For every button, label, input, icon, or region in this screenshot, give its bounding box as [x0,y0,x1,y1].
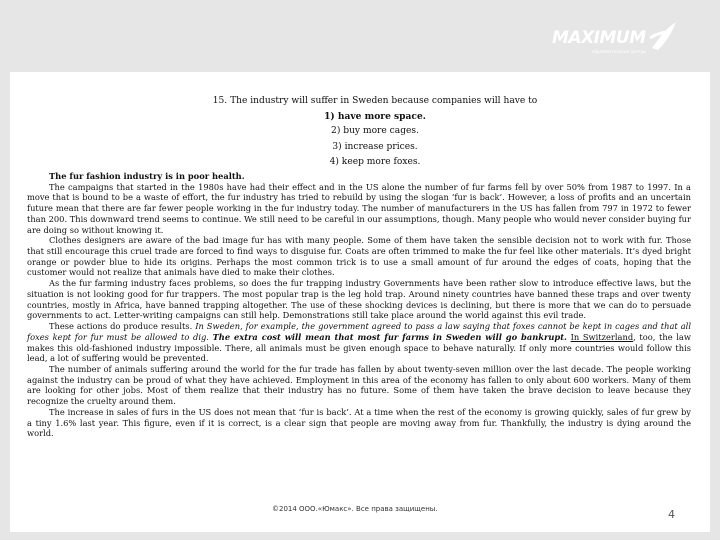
p4-highlight: The extra cost will mean that most fur farms in Sweden will go bankrupt. [212,331,567,342]
logo-subtitle: образовательные центры [592,49,647,54]
article-paragraph-4 [27,321,691,364]
question-block [0,94,720,170]
article-paragraph-3: As the fur farming industry faces problems, so does the fur trapping industry Governments have been rather slow to introduce effective laws, but the situation is not looking good for fur trappers. The most popular trap is the leg hold trap. Around ninety countries have banned these traps and over twenty countries, mostly in Africa, have banned trapping altogether. The use of these shocking devices is declining, but there is more that we can do to persuade governments to act. Letter-writing campaigns can still help. Demonstrations still take place around the world against this evil trade. [27,278,691,321]
question-option-4: 4) keep more foxes. [329,156,421,167]
article-paragraph-2: Clothes designers are aware of the bad image fur has with many people. Some of them have taken the sensible decision not to work with fur. Those that still encourage this cruel trade are forced to find ways to disguise fur. Coats are often trimmed to make the fur feel like other materials. It’s dyed bright orange or powder blue to hide its origins. Perhaps the most common trick is to use a small amount of fur around the edges of coats, hoping that the customer would not realize that animals have died to make their clothes. [27,235,691,278]
question-option-3: 3) increase prices. [332,141,418,152]
article-paragraph-5: The number of animals suffering around the world for the fur trade has fallen by about twenty-seven million over the last decade. The people working against the industry can be proud of what they have achieved. Employment in this area of the economy has fallen to only about 600 workers. Many of them are looking for other jobs. Most of them realize that their industry has no future. Some of them have taken the brave decision to leave because they recognize the cruelty around them. [27,363,691,407]
logo-swoosh-icon [648,20,680,52]
p4-switzerland: In Switzerland [570,331,634,342]
header-bar [0,0,720,72]
brand-logo[interactable] [552,20,687,62]
question-option-2: 2) buy more cages. [331,126,419,137]
article-paragraph-1: The campaigns that started in the 1980s have had their effect and in the US alone the number of fur farms fell by over 50% from 1987 to 1997. In a move that is bound to be a waste of effort, the fur industry has tried to rebuild by using the slogan ‘fur is back’. However, a loss of profits and an uncertain future mean that there are far fewer people working in the fur industry today. The number of manufacturers in the US has fallen from 797 in 1972 to fewer than 200. This downward trend seems to continue. We still need to be careful in our assumptions, though. Many people who would never consider buying fur are doing so without knowing it. [27,181,691,235]
question-stem: 15. The industry will suffer in Sweden because companies will have to [212,96,538,106]
p4-intro: These actions do produce results. [49,321,193,332]
article-paragraph-6: The increase in sales of furs in the US does not mean that ‘fur is back’. At a time when the rest of the economy is growing quickly, sales of fur grew by a tiny 1.6% last year. This figure, even if it is correct, is a clear sign that people are moving away from fur. Thankfully, the industry is dying around the world. [27,406,691,439]
article-text [27,171,691,439]
p4-rest: , too, the law makes this old-fashioned industry impossible. There, all animals must be given enough space to behave naturally. If only more countries would follow this lead, a lot of suffering would be prevented. [27,331,691,364]
p4-sweden-law: In Sweden, for example, the government agreed to pass a law saying that foxes cannot be kept in cages and that all foxes kept for fur must be allowed to dig. [27,321,691,342]
page-number: 4 [668,508,675,521]
logo-wordmark: MAXIMUM [552,28,646,48]
question-option-1: 1) have more space. [324,111,426,123]
article-heading: The fur fashion industry is in poor health. [49,171,245,181]
copyright-footer: ©2014 ООО.«Юмакс». Все права защищены. [272,505,438,513]
